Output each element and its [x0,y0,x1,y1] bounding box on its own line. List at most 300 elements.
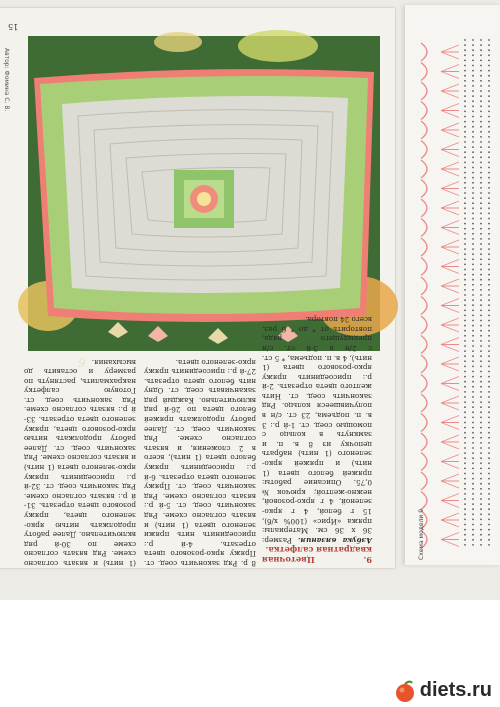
chart-triple-stitch [441,240,459,254]
chart-chain-dot [480,162,482,164]
chart-chain-dot [464,350,466,352]
chart-chain-dot [464,330,466,332]
chart-chain-dot [488,366,490,368]
chart-chain-dot [464,493,466,495]
chart-chain-dot [472,105,474,107]
chart-chain-dot [464,452,466,454]
chart-fan-stitch [421,102,427,120]
chart-triple-stitch [441,260,459,274]
chart-chain-dot [488,269,490,271]
chart-chain-dot [472,111,474,113]
chart-chain-dot [464,233,466,235]
chart-chain-dot [488,264,490,266]
chart-chain-dot [472,452,474,454]
chart-chain-dot [472,39,474,41]
chart-chain-dot [472,182,474,184]
chart-triple-stitch [441,338,459,352]
chart-chain-dot [464,427,466,429]
chart-fan-stitch [421,472,427,490]
chart-chain-dot [472,427,474,429]
chart-chain-dot [472,141,474,143]
chart-chain-dot [464,386,466,388]
chart-chain-dot [464,294,466,296]
chart-fan-stitch [421,355,427,373]
chart-chain-dot [472,371,474,373]
chart-chain-dot [464,116,466,118]
chart-chain-dot [472,401,474,403]
chart-chain-dot [480,111,482,113]
chart-chain-dot [488,213,490,215]
chart-fan-stitch [421,43,427,61]
chart-chain-dot [472,335,474,337]
chart-chain-dot [488,100,490,102]
chart-chain-dot [480,299,482,301]
chart-chain-dot [488,524,490,526]
chart-chain-dot [472,136,474,138]
chart-chain-dot [464,417,466,419]
chart-chain-dot [472,417,474,419]
chart-chain-dot [464,279,466,281]
chart-triple-stitch [441,221,459,235]
chart-chain-dot [464,274,466,276]
chart-chain-dot [464,371,466,373]
chart-chain-dot [488,167,490,169]
chart-chain-dot [472,269,474,271]
chart-triple-stitch [441,84,459,98]
chart-chain-dot [488,243,490,245]
chart-chain-dot [464,248,466,250]
chart-chain-dot [464,167,466,169]
chart-chain-dot [480,457,482,459]
chart-chain-dot [464,172,466,174]
chart-chain-dot [472,228,474,230]
chart-chain-dot [464,534,466,536]
chart-chain-dot [480,335,482,337]
chart-chain-dot [464,60,466,62]
chart-chain-dot [464,136,466,138]
chart-fan-stitch [421,433,427,451]
chart-chain-dot [464,269,466,271]
chart-chain-dot [480,462,482,464]
apple-icon [394,678,416,702]
chart-chain-dot [480,243,482,245]
chart-chain-dot [472,238,474,240]
chart-chain-dot [488,309,490,311]
chart-chain-dot [488,503,490,505]
chart-chain-dot [464,462,466,464]
chart-chain-dot [488,121,490,123]
chart-chain-dot [480,498,482,500]
chart-chain-dot [480,524,482,526]
chart-chain-dot [464,162,466,164]
chart-chain-dot [464,519,466,521]
chart-fan-stitch [421,414,427,432]
chart-chain-dot [480,350,482,352]
chart-chain-dot [480,309,482,311]
chart-chain-dot [464,401,466,403]
chart-chain-dot [488,483,490,485]
chart-chain-dot [464,85,466,87]
chart-chain-dot [472,478,474,480]
chart-chain-dot [480,340,482,342]
chart-chain-dot [472,498,474,500]
chart-chain-dot [488,508,490,510]
chart-chain-dot [480,223,482,225]
chart-chain-dot [488,462,490,464]
chart-chain-dot [488,468,490,470]
chart-chain-dot [464,289,466,291]
chart-chain-dot [488,355,490,357]
chart-chain-dot [464,437,466,439]
chart-chain-dot [472,274,474,276]
chart-chain-dot [480,39,482,41]
chart-chain-dot [480,493,482,495]
chart-chain-dot [464,105,466,107]
chart-chain-dot [488,315,490,317]
chart-chain-dot [488,39,490,41]
chart-chain-dot [480,508,482,510]
chart-chain-dot [472,289,474,291]
chart-chain-dot [472,223,474,225]
chart-chain-dot [488,376,490,378]
chart-chain-dot [472,411,474,413]
chart-chain-dot [464,141,466,143]
chart-chain-dot [488,411,490,413]
chart-chain-dot [480,519,482,521]
chart-chain-dot [472,442,474,444]
chart-triple-stitch [441,299,459,313]
chart-chain-dot [480,422,482,424]
chart-chain-dot [472,146,474,148]
chart-chain-dot [480,54,482,56]
chart-chain-dot [480,70,482,72]
chart-chain-dot [472,131,474,133]
chart-chain-dot [464,442,466,444]
chart-chain-dot [472,167,474,169]
article-text: 8 р. Ряд закончить соед. ст. Пряжу ярко-розового цвета отрезать. 4-й р.: присоединить нить пряжи зеленого цвета (1 нить) и вязать согласно схеме. Ряд закончить соед. ст. 5-й р.: вязать согласно схеме. Ряд закончить соед. ст. Пряжу зеленого цвета отрезать. 6-й р.: присоединить пряжу белого цвета (1 нить), всего в 2 сложения, и вязать согласно схеме. Ряд закончить соед. ст. Далее работу продолжать пряжей белого цвета по 26-й ряд включительно. Каждый ряд заканчивать соед. ст. Одну нить белого цвета отрезать. 27-й р.: присоединить пряжу ярко-зеленого цвета. [144,357,256,568]
chart-chain-dot [488,325,490,327]
chart-chain-dot [480,95,482,97]
chart-chain-dot [480,529,482,531]
chart-chain-dot [488,539,490,541]
chart-chain-dot [472,60,474,62]
chart-chain-dot [464,508,466,510]
chart-triple-stitch [441,416,459,430]
chart-chain-dot [488,330,490,332]
chart-chain-dot [488,320,490,322]
chart-chain-dot [480,539,482,541]
chart-chain-dot [488,44,490,46]
chart-chain-dot [464,238,466,240]
article-text: Размер: 36 х 36 см. Материалы: пряжа «Ирис» (100% х/б), 15 г белой, 4 г ярко-зеленой, 4 г ярко-розовой, нежно-желтой; крючок № 0,75. Описание работы: пряжей белого цвета (1 нить) и пряжей ярко-зеленого (1 нить) набрать цепочку из 8 в. п. и замкнуть в кольцо с помощью соед. ст. 1-й р.: 3 в. п. подъема, 23 ст. с/н в получившееся кольцо. Ряд закончить соед. ст. Нить желтого цвета отрезать. 2-й р.: присоединить пряжу ярко-розового цвета (1 нить), 4 в. п. подъема, * 5 ст. с 2/н в 3-й ст. с/н предыдущего ряда, повторить от * до * 6 раз, всего 24 повтора. [262,315,372,545]
article-column-right [262,315,372,568]
chart-triple-stitch [441,377,459,391]
chart-chain-dot [464,315,466,317]
chart-chain-dot [480,437,482,439]
chart-chain-dot [488,386,490,388]
chart-chain-dot [488,437,490,439]
chart-chain-dot [480,44,482,46]
chart-chain-dot [472,248,474,250]
chart-chain-dot [480,269,482,271]
chart-chain-dot [464,197,466,199]
chart-chain-dot [480,279,482,281]
chart-chain-dot [472,432,474,434]
chart-chain-dot [472,360,474,362]
chart-chain-dot [480,325,482,327]
chart-chain-dot [488,432,490,434]
chart-chain-dot [464,503,466,505]
chart-chain-dot [464,411,466,413]
chart-chain-dot [464,539,466,541]
chart-chain-dot [488,197,490,199]
chart-fan-stitch [421,316,427,334]
chart-chain-dot [480,427,482,429]
chart-chain-dot [464,447,466,449]
chart-chain-dot [480,136,482,138]
article-subheading: Азбука вязания. [297,535,372,545]
chart-chain-dot [480,391,482,393]
chart-chain-dot [464,80,466,82]
chart-chain-dot [472,524,474,526]
chart-triple-stitch [441,318,459,332]
chart-chain-dot [464,529,466,531]
chart-chain-dot [488,493,490,495]
chart-chain-dot [472,345,474,347]
chart-fan-stitch [421,180,427,198]
chart-chain-dot [472,468,474,470]
chart-chain-dot [488,391,490,393]
chart-chain-dot [480,473,482,475]
chart-chain-dot [464,376,466,378]
chart-chain-dot [472,457,474,459]
chart-chain-dot [488,223,490,225]
chart-chain-dot [464,366,466,368]
chart-chain-dot [488,427,490,429]
chart-chain-dot [464,355,466,357]
chart-chain-dot [488,284,490,286]
chart-chain-dot [488,75,490,77]
chart-fan-stitch [421,121,427,139]
chart-chain-dot [488,279,490,281]
chart-triple-stitch [441,494,459,508]
chart-chain-dot [464,381,466,383]
crochet-chart [419,37,495,547]
chart-chain-dot [488,513,490,515]
chart-chain-dot [480,411,482,413]
chart-chain-dot [488,207,490,209]
chart-chain-dot [472,396,474,398]
chart-chain-dot [488,452,490,454]
chart-chain-dot [464,513,466,515]
chart-triple-stitch [441,513,459,527]
chart-chain-dot [464,406,466,408]
chart-chain-dot [488,156,490,158]
chart-chain-dot [480,447,482,449]
chart-chain-dot [472,309,474,311]
chart-chain-dot [480,233,482,235]
chart-chain-dot [464,177,466,179]
chart-triple-stitch [441,396,459,410]
chart-chain-dot [472,534,474,536]
article-column-middle [144,358,256,568]
doily-illustration [28,36,380,351]
chart-triple-stitch [441,533,459,547]
chart-chain-dot [488,218,490,220]
chart-chain-dot [472,320,474,322]
chart-chain-dot [472,386,474,388]
chart-chain-dot [464,304,466,306]
chart-fan-stitch [421,199,427,217]
chart-chain-dot [480,213,482,215]
chart-chain-dot [464,218,466,220]
chart-chain-dot [480,156,482,158]
chart-chain-dot [472,330,474,332]
site-logo[interactable] [394,677,492,703]
leaf-top-decor [154,32,202,52]
chart-chain-dot [480,202,482,204]
chart-fan-stitch [421,258,427,276]
chart-chain-dot [472,197,474,199]
chart-chain-dot [488,304,490,306]
chart-chain-dot [488,529,490,531]
chart-chain-dot [464,473,466,475]
chart-chain-dot [488,228,490,230]
chart-chain-dot [488,442,490,444]
chart-chain-dot [472,207,474,209]
chart-chain-dot [488,202,490,204]
chart-chain-dot [480,396,482,398]
chart-fan-stitch [421,277,427,295]
chart-chain-dot [480,345,482,347]
chart-chain-dot [480,187,482,189]
doily-photo [28,36,380,370]
chart-triple-stitch [441,45,459,59]
chart-chain-dot [472,85,474,87]
chart-chain-dot [488,80,490,82]
chart-fan-stitch [421,394,427,412]
chart-triple-stitch [441,474,459,488]
chart-chain-dot [464,228,466,230]
chart-chain-dot [480,151,482,153]
chart-chain-dot [464,156,466,158]
chart-chain-dot [472,264,474,266]
chart-chain-dot [480,177,482,179]
chart-chain-dot [480,355,482,357]
chart-chain-dot [488,401,490,403]
chart-chain-dot [480,315,482,317]
chart-chain-dot [480,197,482,199]
chart-chain-dot [480,228,482,230]
chart-chain-dot [472,447,474,449]
chart-chain-dot [488,488,490,490]
chart-chain-dot [464,345,466,347]
chart-triple-stitch [441,201,459,215]
chart-chain-dot [480,116,482,118]
chart-chain-dot [480,304,482,306]
chart-chain-dot [488,136,490,138]
chart-chain-dot [488,49,490,51]
chart-chain-dot [480,371,482,373]
chart-chain-dot [472,75,474,77]
chart-chain-dot [480,253,482,255]
chart-chain-dot [472,121,474,123]
flower-center [197,192,211,206]
chart-chain-dot [464,457,466,459]
chart-chain-dot [472,544,474,546]
chart-fan-stitch [421,336,427,354]
chart-chain-dot [472,529,474,531]
chart-chain-dot [472,100,474,102]
chart-chain-dot [488,162,490,164]
chart-chain-dot [488,238,490,240]
chart-model-label: Схема модели 9 [418,508,425,560]
chart-chain-dot [464,524,466,526]
chart-chain-dot [480,60,482,62]
chart-chain-dot [480,141,482,143]
page-number: 15 [8,22,19,31]
chart-chain-dot [464,213,466,215]
chart-triple-stitch [441,182,459,196]
chart-chain-dot [472,162,474,164]
chart-chain-dot [472,493,474,495]
chart-chain-dot [480,100,482,102]
chart-chain-dot [488,381,490,383]
chart-chain-dot [464,335,466,337]
chart-chain-dot [480,381,482,383]
chart-chain-dot [480,274,482,276]
chart-chain-dot [472,304,474,306]
chart-chain-dot [472,151,474,153]
chart-chain-dot [488,417,490,419]
chart-chain-dot [480,126,482,128]
chart-chain-dot [472,177,474,179]
chart-chain-dot [472,156,474,158]
chart-chain-dot [472,366,474,368]
chart-chain-dot [464,340,466,342]
chart-chain-dot [488,498,490,500]
chart-chain-dot [472,350,474,352]
chart-chain-dot [472,233,474,235]
chart-chain-dot [472,172,474,174]
chart-chain-dot [488,131,490,133]
chart-chain-dot [472,381,474,383]
chart-chain-dot [488,187,490,189]
chart-chain-dot [472,258,474,260]
chart-chain-dot [464,151,466,153]
chart-chain-dot [488,406,490,408]
chart-chain-dot [472,213,474,215]
chart-chain-dot [464,121,466,123]
chart-fan-stitch [421,453,427,471]
chart-chain-dot [464,264,466,266]
chart-chain-dot [488,345,490,347]
chart-chain-dot [464,498,466,500]
chart-chain-dot [464,309,466,311]
chart-chain-dot [472,340,474,342]
chart-chain-dot [488,182,490,184]
chart-chain-dot [472,70,474,72]
chart-chain-dot [480,401,482,403]
chart-chain-dot [480,320,482,322]
chart-chain-dot [464,131,466,133]
chart-chain-dot [480,386,482,388]
chart-chain-dot [480,544,482,546]
chart-chain-dot [488,457,490,459]
chart-triple-stitch [441,357,459,371]
chart-chain-dot [480,172,482,174]
chart-chain-dot [464,320,466,322]
